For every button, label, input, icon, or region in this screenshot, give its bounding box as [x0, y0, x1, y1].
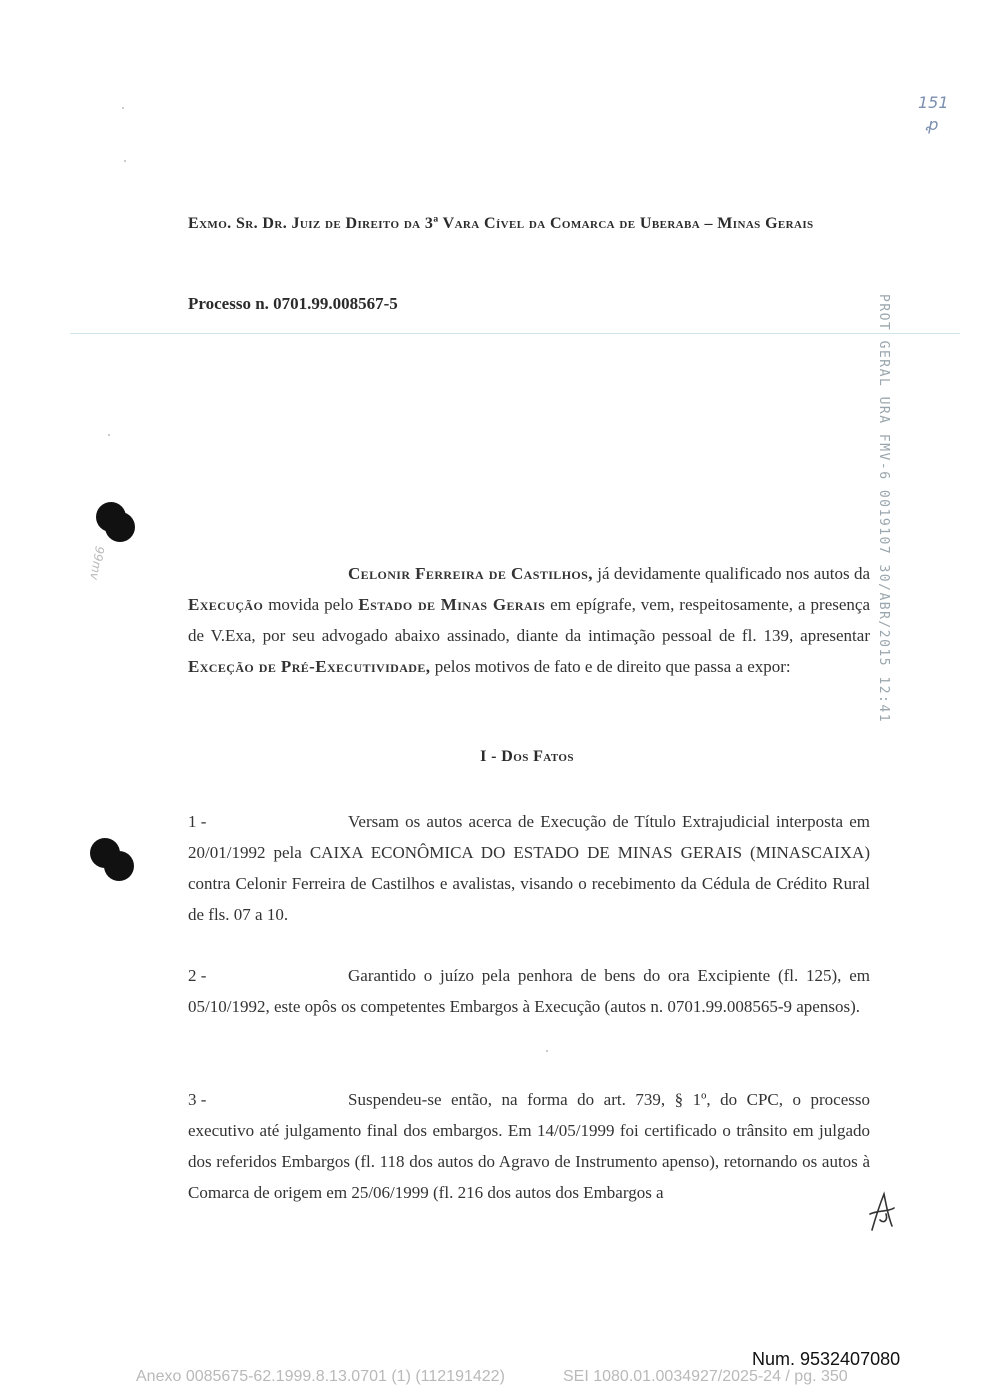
scan-speck — [108, 434, 110, 436]
paragraph-number: 3 - — [188, 1090, 207, 1109]
scan-speck — [122, 107, 124, 109]
execution-term: Execução — [188, 595, 264, 614]
intro-paragraph — [188, 558, 870, 682]
section-heading: I - Dos Fatos — [480, 748, 574, 765]
paragraph-number: 1 - — [188, 812, 207, 831]
numbered-paragraph — [188, 960, 870, 1022]
scan-speck — [124, 160, 126, 162]
margin-note: 99mv — [87, 545, 107, 581]
scan-speck — [546, 1050, 548, 1052]
page-number-mark: ꝓ — [926, 115, 939, 134]
punch-hole — [104, 851, 134, 881]
document-number: Num. 9532407080 — [752, 1349, 901, 1369]
process-number: Processo n. 0701.99.008567-5 — [188, 294, 398, 313]
initials-signature — [866, 1190, 898, 1234]
party-name: Celonir Ferreira de Castilhos, — [348, 564, 593, 583]
page-number: 151 — [918, 93, 949, 112]
paragraph-text: Garantido o juízo pela penhora de bens do ora Excipiente (fl. 125), em 05/10/1992, este opôs os competentes Embargos à Execução (autos n. 0701.99.008565-9 apensos). — [188, 966, 870, 1016]
paragraph-number: 2 - — [188, 966, 207, 985]
paragraph-text: Versam os autos acerca de Execução de Título Extrajudicial interposta em 20/01/1992 pela CAIXA ECONÔMICA DO ESTADO DE MINAS GERAIS (MINASCAIXA) contra Celonir Ferreira de Castilhos e avalistas, visando o recebimento da Cédula de Crédito Rural de fls. 07 a 10. — [188, 812, 870, 924]
intro-text: já devidamente qualificado nos autos da — [592, 564, 870, 583]
page-number-stamp — [918, 92, 949, 136]
punch-hole — [105, 512, 135, 542]
intro-text: movida pelo — [263, 595, 359, 614]
sei-reference: SEI 1080.01.0034927/2025-24 / pg. 350 — [563, 1368, 848, 1385]
numbered-paragraph — [188, 1084, 870, 1208]
state-name: Estado de Minas Gerais — [358, 595, 546, 614]
intro-text: pelos motivos de fato e de direito que passa a expor: — [430, 657, 791, 676]
protocol-stamp: PROT GERAL URA FMV-6 0019107 30/ABR/2015 12:41 — [876, 294, 891, 724]
divider-line — [70, 333, 960, 334]
addressee-heading: Exmo. Sr. Dr. Juiz de Direito da 3ª Vara Cível da Comarca de Uberaba – Minas Gerais — [188, 215, 814, 232]
intro-text: em epígrafe, vem, respeitosamente, a presença de V.Exa, por seu advogado abaixo assinado, diante da intimação pessoal de fl. 139, apresentar — [188, 595, 870, 645]
annex-reference: Anexo 0085675-62.1999.8.13.0701 (1) (112191422) — [136, 1368, 505, 1385]
exception-term: Exceção de Pré-Executividade, — [188, 657, 431, 676]
paragraph-text: Suspendeu-se então, na forma do art. 739, § 1º, do CPC, o processo executivo até julgamento final dos embargos. Em 14/05/1999 foi certificado o trânsito em julgado dos referidos Embargos (fl. 118 dos autos do Agravo de Instrumento apenso), retornando os autos à Comarca de origem em 25/06/1999 (fl. 216 dos autos dos Embargos a — [188, 1090, 870, 1202]
numbered-paragraph — [188, 806, 870, 930]
